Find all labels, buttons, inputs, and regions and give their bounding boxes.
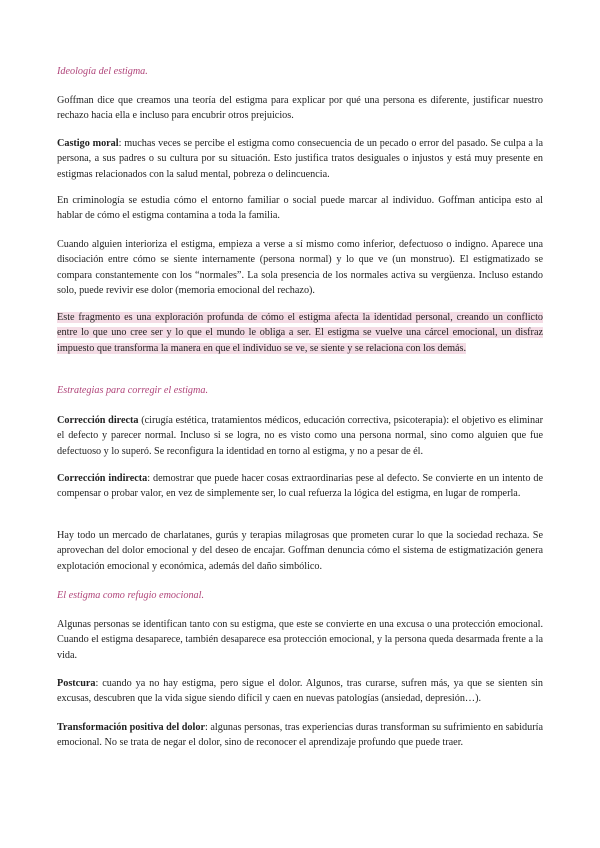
term-castigo-moral: Castigo moral [57, 138, 119, 149]
paragraph-refugio: Algunas personas se identifican tanto con su estigma, que este se convierte en una excusa o una protección emocional. Cuando el estigma desaparece, también desaparece esa protección emocional, y la persona queda desarmada frente a la vida. [57, 619, 543, 661]
term-correccion-indirecta: Corrección indirecta [57, 473, 148, 484]
term-correccion-directa: Corrección directa [57, 415, 139, 426]
paragraph-postcura [57, 676, 543, 707]
paragraph-correccion-indirecta-text: : demostrar que puede hacer cosas extraordinarias pese al defecto. Se convierte en un intento de compensar o probar valor, en vez de simplemente ser, lo cual refuerza la lógica del estigma, en lugar de romperla. [57, 473, 544, 500]
paragraph-intro: Goffman dice que creamos una teoría del estigma para explicar por qué una persona es diferente, justificar nuestro rechazo hacia ella e incluso para encubrir otros prejuicios. [57, 95, 543, 122]
paragraph-castigo-moral [57, 136, 543, 182]
section-heading-estrategias: Estrategias para corregir el estigma. [57, 385, 209, 396]
paragraph-highlighted [57, 310, 543, 356]
paragraph-interioriza: Cuando alguien interioriza el estigma, empieza a verse a sí mismo como inferior, defectuoso o indigno. Aparece una disociación entre cómo se siente internamente (persona normal) y lo que ve (un monstruo). El estigmatizado se compara constantemente con los “normales”. La sola presencia de los normales activa su vergüenza. Incluso estando solo, puede revivir ese dolor (memoria emocional del rechazo). [57, 239, 543, 297]
paragraph-criminologia: En criminología se estudia cómo el entorno familiar o social puede marcar al individuo. Goffman anticipa esto al hablar de cómo el estigma contamina a toda la familia. [57, 195, 543, 222]
paragraph-correccion-directa [57, 413, 543, 459]
paragraph-castigo-moral-text: : muchas veces se percibe el estigma como consecuencia de un pecado o error del pasado. Se culpa a la persona, a sus padres o su cultura por su situación. Esto justifica tratos desiguales o injustos y está muy presente en estigmas relacionados con la salud mental, pobreza o delincuencia. [57, 138, 544, 180]
paragraph-postcura-text: : cuando ya no hay estigma, pero sigue el dolor. Algunos, tras curarse, sufren más, ya que se sienten sin excusas, descubren que la vida sigue siendo difícil y caen en nuevas patologías (ansiedad, depresión…). [57, 678, 543, 705]
section-heading-ideologia: Ideología del estigma. [57, 66, 148, 77]
paragraph-transformacion-text: : algunas personas, tras experiencias duras transforman su sufrimiento en sabiduría emocional. No se trata de negar el dolor, sino de reconocer el aprendizaje profundo que puede traer. [57, 722, 543, 749]
paragraph-correccion-indirecta [57, 471, 543, 502]
section-heading-refugio: El estigma como refugio emocional. [57, 590, 205, 601]
term-transformacion-positiva: Transformación positiva del dolor [57, 722, 205, 733]
paragraph-transformacion [57, 720, 543, 751]
highlighted-text: Este fragmento es una exploración profunda de cómo el estigma afecta la identidad personal, creando un conflicto entre lo que uno cree ser y lo que el mundo le obliga a ser. El estigma se vuelve una cárcel emocional, un disfraz impuesto que transforma la manera en que el individuo se ve, se siente y se relaciona con los demás. [57, 312, 543, 354]
paragraph-charlatanes: Hay todo un mercado de charlatanes, gurús y terapias milagrosas que prometen curar lo que la sociedad rechaza. Se aprovechan del dolor emocional y del deseo de encajar. Goffman denuncia cómo el sistema de estigmatización genera explotación emocional y económica, además del daño simbólico. [57, 530, 543, 572]
paragraph-correccion-directa-text: (cirugía estética, tratamientos médicos, educación correctiva, psicoterapia): el objetivo es eliminar el defecto y parecer normal. Incluso si se logra, no es visto como una persona normal, sino como alguien que fue defectuoso y lo superó. Se reconfigura la identidad en torno al estigma, y no a pesar de él. [57, 415, 543, 457]
term-postcura: Postcura [57, 678, 96, 689]
